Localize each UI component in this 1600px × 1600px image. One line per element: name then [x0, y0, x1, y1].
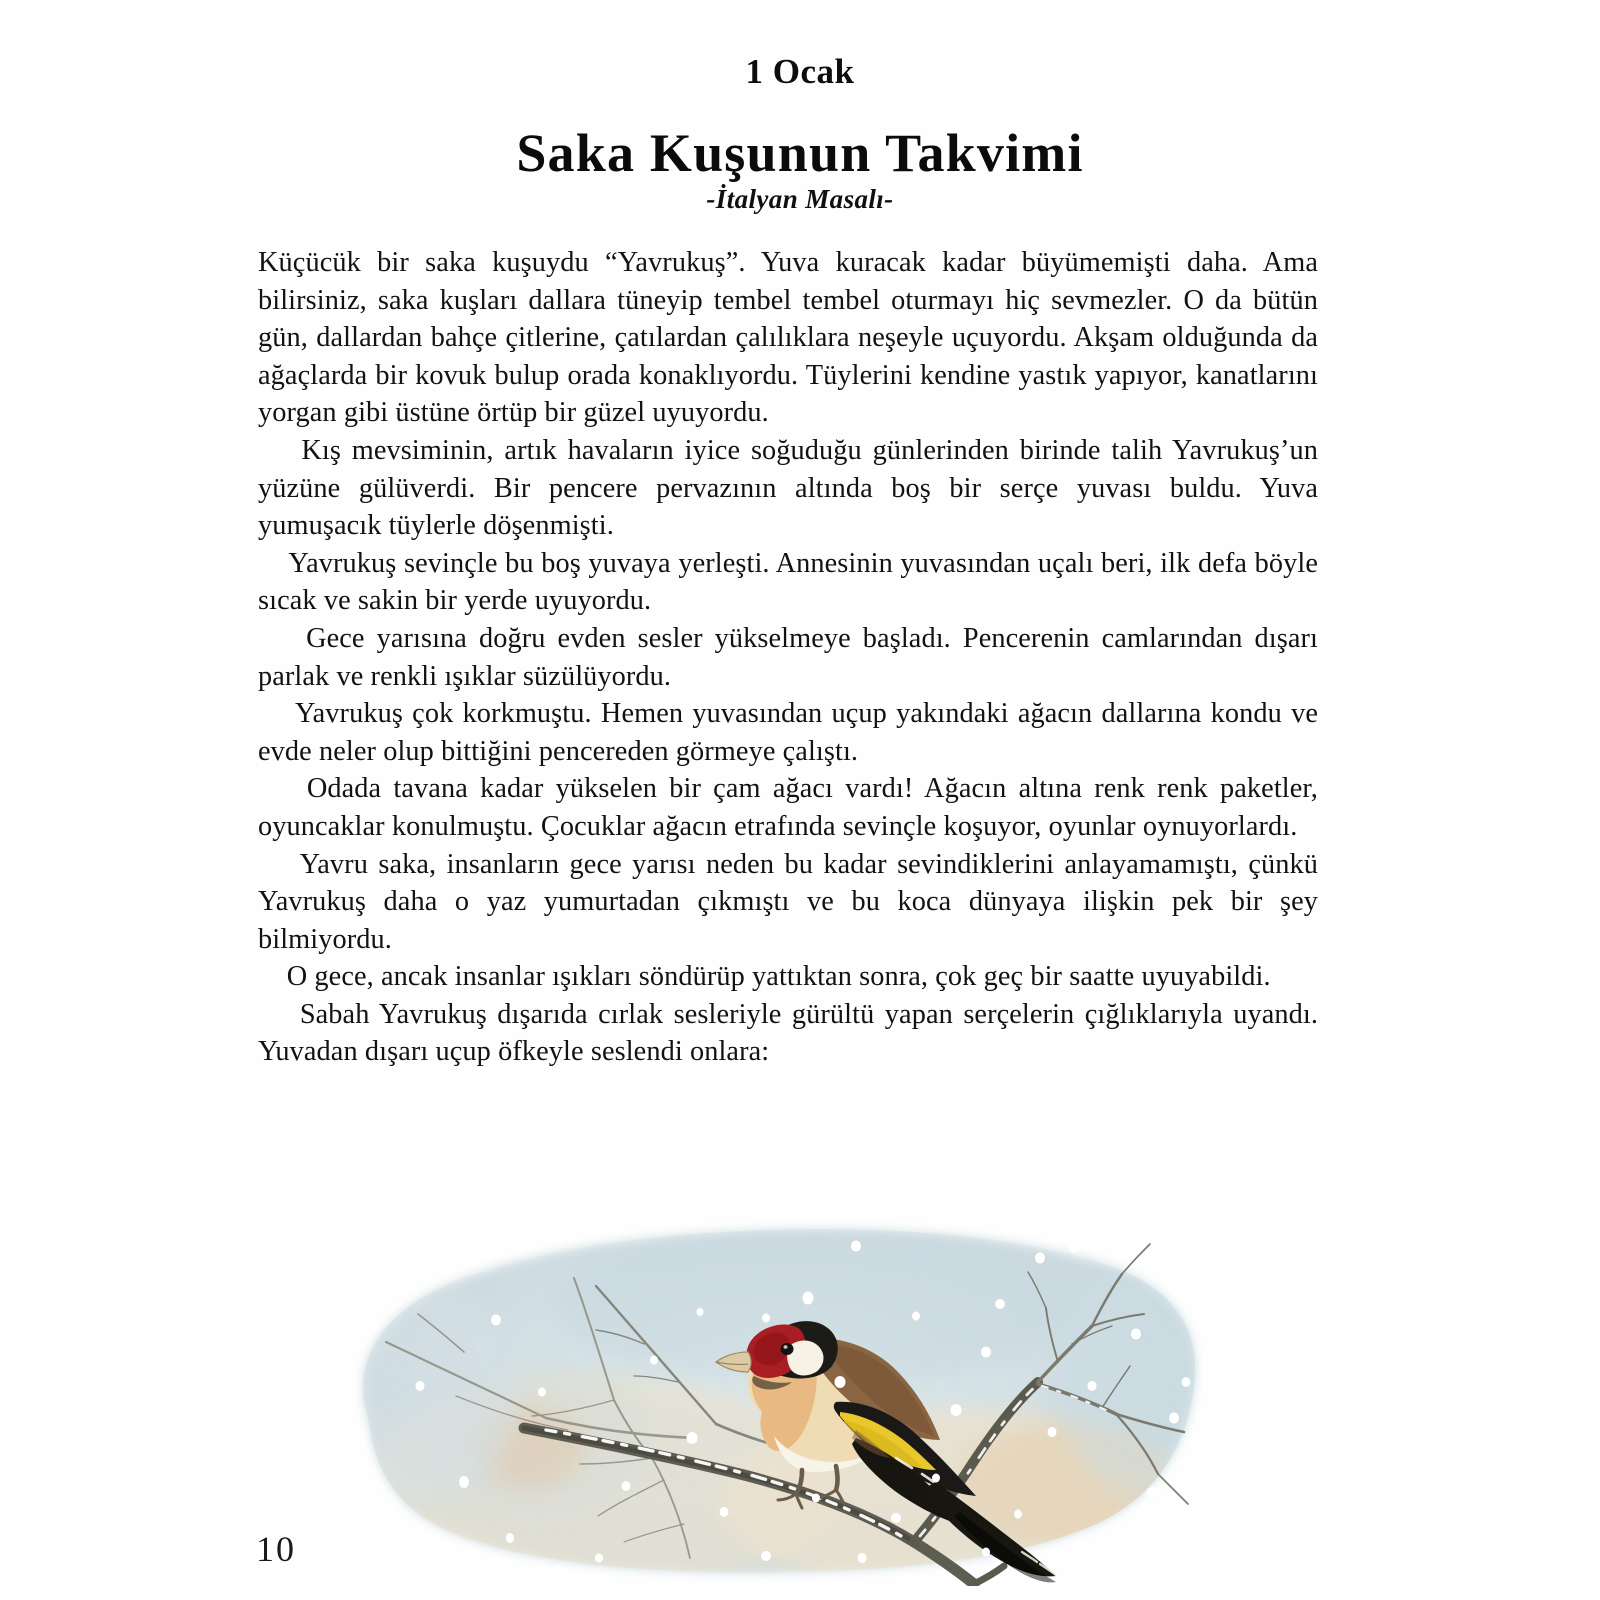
paragraph: O gece, ancak insanlar ışıkları söndürüp yattıktan sonra, çok geç bir saatte uyuyabildi. [258, 961, 1271, 993]
paragraph: Yavrukuş sevinçle bu boş yuvaya yerleşti. Annesinin yuvasından uçalı beri, ilk defa böyle sıcak ve sakin bir yerde uyuyordu. [258, 547, 1326, 617]
paragraph: Odada tavana kadar yükselen bir çam ağacı vardı! Ağacın altına renk renk paketler, oyuncaklar konulmuştu. Çocuklar ağacın etrafında sevinçle koşuyor, oyunlar oynuyorlardı. [258, 773, 1326, 842]
paragraph: Gece yarısına doğru evden sesler yükselmeye başladı. Pencerenin camlarından dışarı parlak ve renkli ışıklar süzülüyordu. [258, 622, 1326, 692]
paragraph: Yavrukuş çok korkmuştu. Hemen yuvasından uçup yakındaki ağacın dallarına kondu ve evde neler olup bittiğini pencereden görmeye çalıştı. [258, 698, 1326, 767]
paragraph: Yavru saka, insanların gece yarısı neden bu kadar sevindiklerini anlayamamıştı, çünkü Yavrukuş daha o yaz yumurtadan çıkmıştı ve bu koca dünyaya ilişkin pek bir şey bilmiyordu. [258, 848, 1326, 955]
page-date-heading: 1 Ocak [745, 52, 855, 91]
paragraph: Sabah Yavrukuş dışarıda cırlak sesleriyle gürültü yapan serçelerin çığlıklarıyla uyandı. Yuvadan dışarı uçup öfkeyle seslendi onlara: [258, 998, 1325, 1068]
story-title: Saka Kuşunun Takvimi [516, 123, 1084, 183]
paragraph: Küçücük bir saka kuşuydu “Yavrukuş”. Yuva kuracak kadar büyümemişti daha. Ama bilirsiniz, saka kuşları dallara tüneyip tembel tembel oturmayı hiç sevmezler. O da bütün gün, dallardan bahçe çitlerine, çatılardan çalılıklara neşeyle uçuyordu. Akşam olduğunda da ağaçlarda bir kovuk bulup orada konaklıyordu. Tüylerini kendine yastık yapıyor, kanatlarını yorgan gibi üstüne örtüp bir güzel uyuyordu. [258, 247, 1326, 429]
page-number: 10 [256, 1529, 296, 1569]
goldfinch-illustration-svg [296, 1186, 1216, 1586]
story-subtitle: -İtalyan Masalı- [706, 184, 894, 214]
paragraph: Kış mevsiminin, artık havaların iyice soğuduğu günlerinden birinde talih Yavrukuş’un yüzüne gülüverdi. Bir pencere pervazının altında boş bir serçe yuvası buldu. Yuva yumuşacık tüylerle döşenmişti. [258, 434, 1326, 542]
goldfinch-illustration [296, 1186, 1216, 1586]
story-body [258, 244, 1326, 1071]
